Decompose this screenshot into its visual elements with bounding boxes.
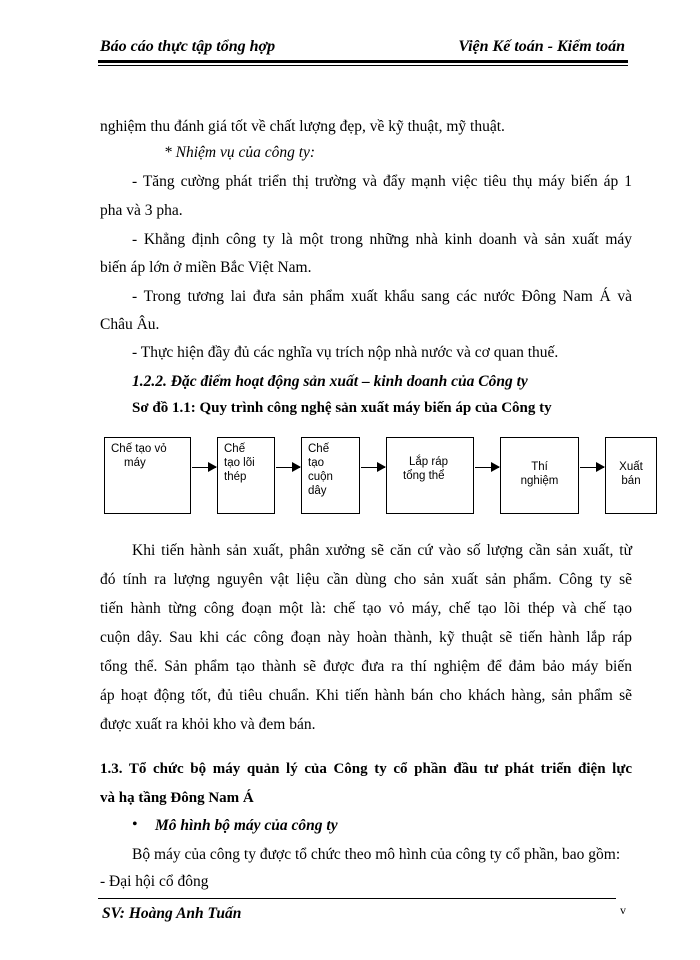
step-box-core-fabrication — [217, 437, 275, 514]
step-label-line: nghiệm — [520, 475, 559, 487]
section-1-3-heading-line2: và hạ tầng Đông Nam Á — [100, 790, 254, 806]
process-paragraph-line: tổng thể. Sản phẩm tạo thành sẽ được đưa ra thí nghiệm để đảm bảo máy biến — [100, 658, 632, 675]
mission-item-4: - Thực hiện đầy đủ các nghĩa vụ trích nộp nhà nước và cơ quan thuế. — [132, 344, 559, 361]
step-label-line: Xuất — [619, 461, 643, 473]
process-paragraph-line: tiến hành từng công đoạn một là: chế tạo vỏ máy, chế tạo lõi thép và chế tạo — [100, 600, 632, 617]
step-label-line: tổng thể — [403, 470, 445, 482]
process-paragraph-line: cuộn dây. Sau khi các công đoạn này hoàn thành, kỹ thuật sẽ tiến hành lắp ráp — [100, 629, 632, 646]
bullet-dot-icon: • — [132, 816, 138, 833]
step-box-testing — [500, 437, 579, 514]
mission-item-3-line1: - Trong tương lai đưa sản phẩm xuất khẩu sang các nước Đông Nam Á và — [132, 288, 632, 305]
header-institute: Viện Kế toán - Kiểm toán — [458, 38, 625, 55]
section-1-2-2-heading: 1.2.2. Đặc điểm hoạt động sản xuất – kinh doanh của Công ty — [132, 373, 528, 390]
step-label-line: tạo — [308, 457, 324, 469]
step-label-line: Chế tạo vỏ — [111, 443, 167, 455]
step-box-dispatch — [605, 437, 657, 514]
flow-arrow-4 — [475, 467, 499, 468]
step-box-assembly — [386, 437, 474, 514]
process-paragraph-line: đó tính ra lượng nguyên vật liệu cần dùng cho sản xuất sản phẩm. Công ty sẽ — [100, 571, 632, 588]
step-label-line: Lắp ráp — [409, 456, 449, 468]
process-paragraph-line: áp hoạt động tốt, đủ tiêu chuẩn. Khi tiến hành bán cho khách hàng, sản phẩm sẽ — [100, 687, 632, 704]
paragraph-continuation: nghiệm thu đánh giá tốt về chất lượng đẹp, về kỹ thuật, mỹ thuật. — [100, 118, 505, 135]
section-1-3-heading-line1: 1.3. Tổ chức bộ máy quản lý của Công ty cổ phần đầu tư phát triển điện lực — [100, 761, 632, 777]
footer-student-name: SV: Hoàng Anh Tuấn — [102, 905, 242, 922]
flow-arrow-3 — [361, 467, 385, 468]
header-rule-thin — [98, 65, 628, 66]
step-label-line: máy — [124, 457, 146, 469]
mission-item-1-line1: - Tăng cường phát triển thị trường và đẩy mạnh việc tiêu thụ máy biến áp 1 — [132, 173, 632, 190]
mission-item-2-line1: - Khẳng định công ty là một trong những nhà kinh doanh và sản xuất máy — [132, 231, 632, 248]
flow-arrow-5 — [580, 467, 604, 468]
mission-item-3-line2: Châu Âu. — [100, 316, 160, 333]
step-label-line: tạo lõi — [224, 457, 255, 469]
mission-item-2-line2: biến áp lớn ở miền Bắc Việt Nam. — [100, 259, 312, 276]
header-rule-thick — [98, 60, 628, 63]
header-report-title: Báo cáo thực tập tổng hợp — [100, 38, 276, 55]
flow-arrow-1 — [192, 467, 216, 468]
step-box-shell-fabrication — [104, 437, 191, 514]
org-item-shareholders-meeting: - Đại hội cổ đông — [100, 873, 209, 890]
step-label-line: bán — [621, 475, 641, 487]
process-paragraph-line: được xuất ra khỏi kho và đem bán. — [100, 716, 316, 733]
footer-rule — [98, 898, 616, 899]
step-label-line: Chế — [308, 443, 330, 455]
step-box-coil-fabrication — [301, 437, 360, 514]
diagram-title: Sơ đồ 1.1: Quy trình công nghệ sản xuất máy biến áp của Công ty — [132, 400, 552, 416]
process-paragraph-line: Khi tiến hành sản xuất, phân xưởng sẽ căn cứ vào số lượng cần sản xuất, từ — [132, 542, 632, 559]
flow-arrow-2 — [276, 467, 300, 468]
mission-heading: * Nhiệm vụ của công ty: — [164, 144, 316, 161]
step-label-line: Chế — [224, 443, 246, 455]
step-label-line: cuộn — [308, 471, 333, 483]
org-intro: Bộ máy của công ty được tổ chức theo mô hình của công ty cổ phần, bao gồm: — [132, 846, 621, 863]
page-number: v — [620, 903, 626, 917]
step-label-line: Thí — [531, 461, 548, 473]
org-model-heading: Mô hình bộ máy của công ty — [155, 817, 338, 834]
mission-item-1-line2: pha và 3 pha. — [100, 202, 183, 219]
step-label-line: dây — [308, 485, 327, 497]
step-label-line: thép — [224, 471, 247, 483]
